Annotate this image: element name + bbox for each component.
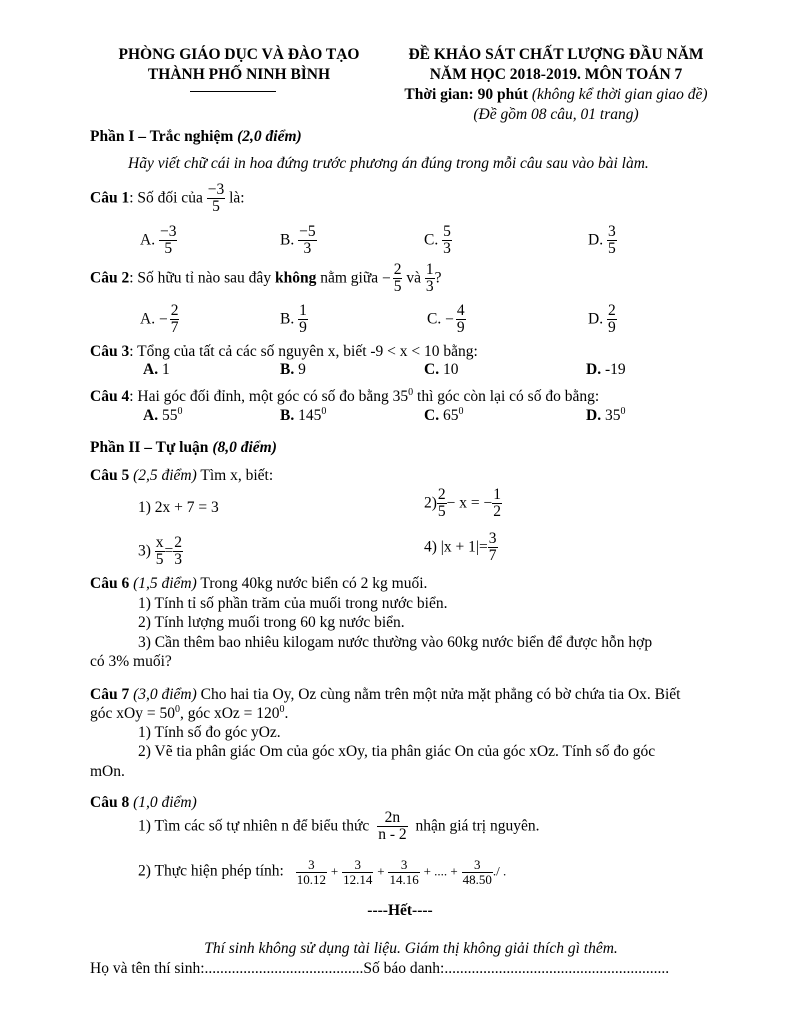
q4-option-a [143, 407, 182, 425]
item-eq: = [164, 542, 174, 560]
q8-points: (1,0 điểm) [133, 794, 197, 811]
q7-line2c: . [284, 705, 289, 722]
frac-num: 2 [393, 261, 402, 278]
q7-line2a: góc xOy = 50 [90, 705, 175, 722]
plus-sign: + [330, 863, 339, 879]
option-num: −3 [159, 223, 177, 240]
q4-option-b [280, 407, 326, 425]
option-value: -19 [604, 361, 626, 378]
q5-item-2 [424, 487, 502, 521]
option-letter: A. [140, 231, 156, 249]
q7-sup2: 0 [279, 704, 285, 715]
plus-dots: + .... + [423, 863, 458, 879]
option-sup: 0 [458, 406, 464, 417]
q2-fraction-2 [425, 262, 435, 296]
frac-num: 3 [462, 858, 493, 873]
part2-points: (8,0 điểm) [212, 439, 277, 456]
option-value: 35 [604, 407, 621, 424]
option-letter: B. [280, 231, 295, 249]
part1-title [90, 128, 302, 146]
q5-label: Câu 5 [90, 467, 130, 484]
frac-den: 10.12 [296, 871, 326, 887]
q1-option-b [280, 224, 317, 258]
option-den: 7 [170, 319, 179, 337]
q8-sub-2 [138, 858, 506, 886]
frac-num: 3 [388, 858, 419, 873]
q8-sub-1 [138, 810, 539, 844]
frac-num: 2 [437, 486, 446, 503]
q7-sub-2b: mOn. [90, 763, 125, 780]
q7-line2b: , góc xOz = 120 [179, 705, 280, 722]
option-den: 3 [303, 240, 312, 258]
q2-label: Câu 2 [90, 269, 130, 287]
option-num: 4 [456, 302, 465, 319]
option-den: 3 [443, 240, 451, 258]
frac-den: 5 [437, 503, 446, 521]
q3-label: Câu 3 [90, 343, 130, 360]
city-name: THÀNH PHỐ NINH BÌNH [147, 66, 331, 83]
part2-title-text: Phần II – Tự luận [90, 439, 209, 456]
q7-line2 [90, 705, 288, 723]
q2-fraction-1 [393, 262, 403, 296]
option-den: 9 [607, 319, 616, 337]
q4-label: Câu 4 [90, 388, 130, 405]
q6-label: Câu 6 [90, 575, 130, 592]
q2-bold: không [274, 269, 317, 287]
option-value: 55 [161, 407, 178, 424]
header-underline [190, 91, 276, 92]
plus-sign: + [377, 863, 385, 879]
q6-sub-1: 1) Tính tỉ số phần trăm của muối trong nước biển. [138, 595, 448, 612]
q2-f1-sign: − [381, 269, 391, 287]
frac-den: 48.50 [462, 871, 492, 887]
item-mid: − x = − [446, 494, 493, 512]
frac-den: 3 [174, 551, 183, 569]
q1-option-d [588, 224, 617, 258]
q6-text: Trong 40kg nước biển có 2 kg muối. [200, 575, 428, 592]
q3-option-b [280, 361, 306, 379]
q5-points: (2,5 điểm) [133, 467, 197, 484]
part1-instruction: Hãy viết chữ cái in hoa đứng trước phương án đúng trong mỗi câu sau vào bài làm. [128, 155, 649, 172]
question-4 [90, 388, 599, 406]
question-2 [90, 262, 442, 296]
option-letter: C. [424, 407, 440, 424]
frac-den: n - 2 [378, 826, 407, 844]
q5-item-1: 1) 2x + 7 = 3 [138, 499, 219, 516]
frac-num: 3 [296, 858, 327, 873]
option-den: 9 [456, 319, 465, 337]
option-value: 10 [442, 361, 459, 378]
option-value: 9 [298, 361, 306, 378]
part2-title [90, 439, 277, 457]
option-letter: D. [586, 361, 602, 378]
option-letter: C. [427, 310, 442, 328]
q2-option-d [588, 303, 617, 337]
option-num: 1 [299, 302, 307, 319]
time-bold: Thời gian: 90 phút [404, 86, 528, 103]
q2-text2: nằm giữa [320, 269, 379, 287]
q1-fraction [207, 182, 226, 216]
q6-sub-3b: có 3% muối? [90, 653, 172, 670]
part1-title-text: Phần I – Trắc nghiệm [90, 128, 234, 145]
frac-num: 2n [377, 810, 407, 827]
option-letter: B. [280, 407, 295, 424]
item-prefix: 3) [138, 542, 151, 560]
frac-num: x [155, 534, 164, 551]
question-1 [90, 182, 245, 216]
frac-den: 3 [425, 278, 434, 296]
option-sign: − [445, 310, 454, 328]
option-num: 5 [443, 223, 451, 240]
q1-tail: là: [229, 189, 245, 207]
frac-den: 12.14 [343, 871, 373, 887]
q8-term-last [462, 858, 493, 886]
frac-num: 1 [425, 261, 434, 278]
question-6 [90, 575, 427, 593]
option-den: 5 [607, 240, 616, 258]
option-num: 3 [607, 223, 616, 240]
q1-label: Câu 1 [90, 189, 130, 207]
option-den: 9 [299, 319, 307, 337]
q7-points: (3,0 điểm) [133, 686, 197, 703]
q2-tail: ? [434, 269, 442, 287]
q1-frac-den: 5 [212, 198, 220, 216]
q8-s1a: 1) Tìm các số tự nhiên n để biểu thức [138, 817, 370, 835]
q3-option-a [143, 361, 170, 379]
q3-text: : Tổng của tất cả các số nguyên x, biết -9 < x < 10 bằng: [129, 343, 478, 360]
q4-option-c [424, 407, 463, 425]
frac-den: 7 [488, 547, 497, 565]
question-7 [90, 686, 681, 704]
q6-sub-3: 3) Cần thêm bao nhiêu kilogam nước thường vào 60kg nước biển để được hỗn hợp [138, 634, 653, 651]
q1-option-a [140, 224, 177, 258]
option-letter: A. [140, 310, 156, 328]
question-5 [90, 467, 273, 485]
item-abs: |x + 1|= [440, 538, 488, 556]
frac-num: 3 [488, 530, 497, 547]
q4-text2: thì góc còn lại có số đo bằng: [417, 388, 600, 405]
q8-term-1 [296, 858, 327, 886]
part1-points: (2,0 điểm) [237, 128, 302, 145]
q4-option-d [586, 407, 625, 425]
frac-den: 14.16 [389, 871, 419, 887]
frac-num: 2 [174, 534, 183, 551]
frac-den: 2 [493, 503, 502, 521]
frac-num: 1 [493, 486, 502, 503]
q8-s1b: nhận giá trị nguyên. [415, 817, 540, 835]
q6-sub-2: 2) Tính lượng muối trong 60 kg nước biển. [138, 614, 405, 631]
end-mark: ----Hết---- [367, 902, 433, 919]
option-num: 2 [170, 302, 179, 319]
option-letter: A. [143, 361, 159, 378]
option-value: 145 [298, 407, 322, 424]
item-prefix: 2) [424, 494, 437, 512]
q1-text: : Số đối của [129, 189, 203, 207]
q5-item-4 [424, 531, 498, 565]
frac-den: 5 [155, 551, 164, 569]
q7-text: Cho hai tia Oy, Oz cùng nằm trên một nửa mặt phẳng có bờ chứa tia Ox. Biết [200, 686, 681, 703]
option-value: 65 [442, 407, 459, 424]
q7-sub-2: 2) Vẽ tia phân giác Om của góc xOy, tia phân giác On của góc xOz. Tính số đo góc [138, 743, 656, 760]
option-value: 1 [161, 361, 170, 378]
exam-year-subject: NĂM HỌC 2018-2019. MÔN TOÁN 7 [429, 66, 683, 83]
q3-option-c [424, 361, 458, 379]
option-sup: 0 [177, 406, 183, 417]
q7-sup1: 0 [174, 704, 180, 715]
option-letter: D. [586, 407, 602, 424]
option-den: 5 [164, 240, 173, 258]
q2-option-c [427, 303, 466, 337]
q7-label: Câu 7 [90, 686, 130, 703]
q8-s2a: 2) Thực hiện phép tính: [138, 862, 284, 880]
q1-option-c [424, 224, 452, 258]
frac-num: 3 [342, 858, 373, 873]
option-letter: A. [143, 407, 159, 424]
q8-term-3 [388, 858, 419, 886]
option-letter: D. [588, 231, 604, 249]
exam-title: ĐỀ KHẢO SÁT CHẤT LƯỢNG ĐẦU NĂM [408, 46, 704, 63]
option-letter: C. [424, 361, 440, 378]
option-sup: 0 [321, 406, 327, 417]
q5-text: Tìm x, biết: [200, 467, 274, 484]
option-sup: 0 [620, 406, 626, 417]
q8-label: Câu 8 [90, 794, 130, 811]
q2-option-b [280, 303, 308, 337]
option-num: −5 [299, 223, 316, 240]
q5-item-3 [138, 535, 183, 569]
option-letter: C. [424, 231, 439, 249]
q6-points: (1,5 điểm) [133, 575, 197, 592]
q8-term-2 [342, 858, 373, 886]
footer-note: Thí sinh không sử dụng tài liệu. Giám thị không giải thích gì thêm. [204, 940, 618, 957]
option-num: 2 [607, 302, 616, 319]
exam-time [376, 86, 736, 104]
option-letter: D. [588, 310, 604, 328]
q2-and: và [406, 269, 421, 287]
dept-name: PHÒNG GIÁO DỤC VÀ ĐÀO TẠO [118, 46, 360, 63]
q4-sup: 0 [408, 387, 414, 398]
candidate-info-line: Họ và tên thí sinh:.........................................Số báo danh:.......................................................... [90, 960, 670, 977]
q3-option-d [586, 361, 626, 379]
time-italic: (không kể thời gian giao đề) [531, 86, 708, 103]
q1-frac-num: −3 [207, 181, 225, 198]
q2-option-a [140, 303, 179, 337]
q7-sub-1: 1) Tính số đo góc yOz. [138, 724, 281, 741]
option-letter: B. [280, 361, 295, 378]
option-letter: B. [280, 310, 295, 328]
item-prefix: 4) [424, 538, 437, 556]
q4-text1: : Hai góc đối đỉnh, một góc có số đo bằng 35 [129, 388, 409, 405]
q8-end: ./ . [492, 863, 507, 879]
exam-pages: (Đề gồm 08 câu, 01 trang) [473, 106, 639, 123]
question-3 [90, 343, 478, 361]
frac-den: 5 [393, 278, 402, 296]
option-sign: − [158, 310, 168, 328]
q2-text1: : Số hữu tỉ nào sau đây [129, 269, 272, 287]
